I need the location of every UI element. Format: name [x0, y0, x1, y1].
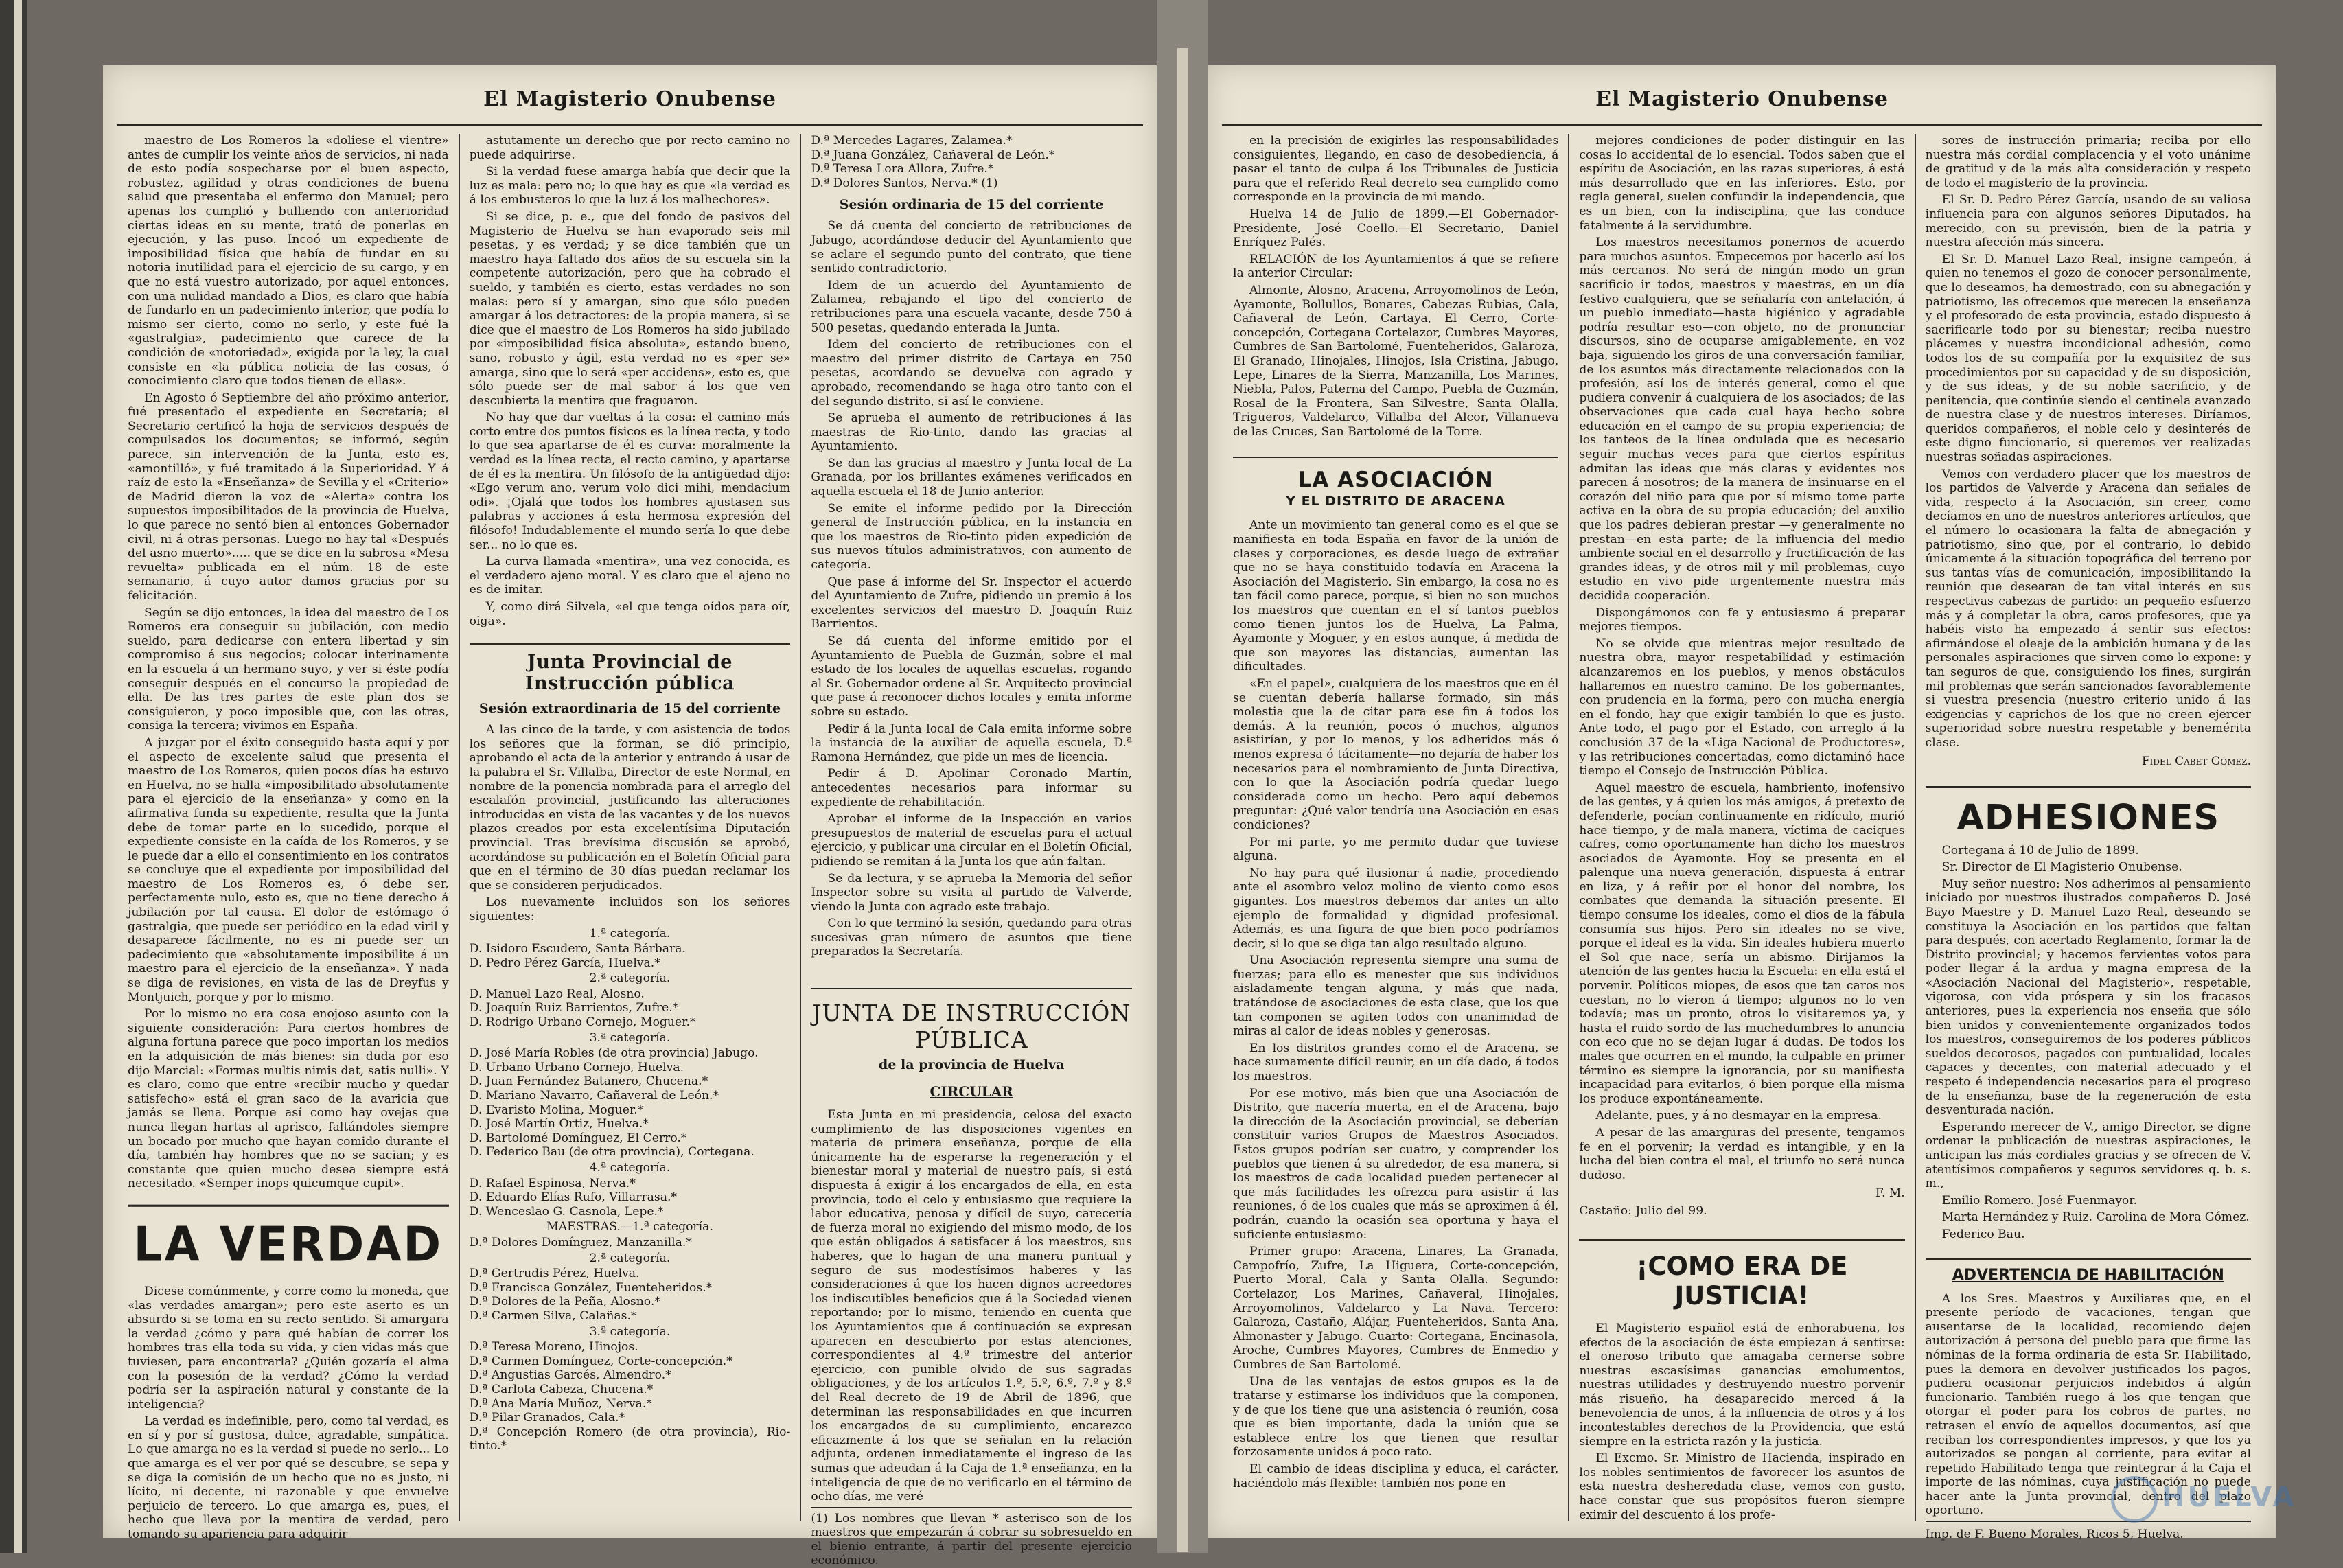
- paras: [1579, 1322, 1904, 1522]
- paragraph: en la precisión de exigirles las responsabilidades consiguientes, llegando, en caso de desobediencia, á pasar el tanto de culpa á los Tribunales de Justicia para que el referido Real decreto sea cumplido como corresponde en la provincia de mi mando.: [1233, 134, 1559, 205]
- teacher-entry: D.ª Concepción Romero (de otra provincia), Rio-tinto.*: [469, 1425, 791, 1453]
- paragraph: Los nuevamente incluidos son los señores siguientes:: [469, 895, 791, 923]
- headline-como-era-de-justicia: ¡COMO ERA DE JUSTICIA!: [1579, 1239, 1904, 1311]
- category-label: 2.ª categoría.: [589, 1251, 671, 1265]
- archive-watermark: [2111, 1473, 2297, 1521]
- teacher-entry: D.ª Pilar Granados, Cala.*: [469, 1411, 625, 1425]
- category-label: MAESTRAS.—1.ª categoría.: [546, 1220, 713, 1234]
- paragraph: Se dan las gracias al maestro y Junta local de La Granada, por los brillantes exámenes verificados en aquella escuela el 18 de Junio anterior.: [811, 456, 1133, 499]
- teacher-entry: D. Bartolomé Domínguez, El Cerro.*: [469, 1131, 687, 1145]
- teacher-entry: D.ª Dolores Domínguez, Manzanilla.*: [469, 1235, 692, 1249]
- paragraph: Esta Junta en mi presidencia, celosa del exacto cumplimiento de las disposiciones vigentes en materia de primera enseñanza, porque de ella únicamente ha de esperarse la regeneración y el bienestar moral y material de nuestro país, si está dispuesta á exigir á los encargados de ella, en esta provincia, todo el celo y entusiasmo que requiere la labor educativa, penosa y difícil de suyo, carecería de fuerza moral no exigiendo del mismo modo, de los que están obligados á satisfacer á los maestros, sus haberes, que lo hagan de una manera puntual y seguro de sus modestísimos haberes y las consideraciones á que los hacen dignos acreedores los indiscutibles beneficios que á la Sociedad vienen reportando; por lo mismo, teniendo en cuenta que los Ayuntamientos que á continuación se expresan aparecen en descubierto por estas atenciones, correspondientes al 4.º trimestre del anterior ejercicio, con punible olvido de sus sagradas obligaciones, y de los artículos 1.º, 5.º, 6.º, 7.º y 8.º del Real decreto de 19 de Abril de 1896, que determinan las responsabilidades en que incurren los encargados de su cumplimiento, encarezco eficazmente á los que se señalan en la relación adjunta, ordenen inmediatamente el ingreso de las sumas que adeudan á la Caja de 1.ª enseñanza, en la inteligencia de que de no verificarlo en el término de ocho días, me veré: [811, 1108, 1133, 1504]
- paragraph: A las cinco de la tarde, y con asistencia de todos los señores que la forman, se dió principio, aprobando el acta de la anterior y entrando á usar de la palabra el Sr. Villalba, Director de este Normal, en nombre de la ponencia nombrada para el arreglo del escalafón provincial, justificando las alteraciones introducidas en vista de las vacantes y de los nuevos plazos creados por esta excelentísima Diputación provincial. Tras brevísima discusión se aprobó, acordándose su publicación en el Boletín Oficial para que en el término de 30 días puedan reclamar los que se consideren perjudicados.: [469, 723, 791, 892]
- paragraph: Por lo mismo no era cosa enojoso asunto con la siguiente consideración: Para ciertos hombres de alguna fortuna parece que poco importan los medios en la adquisición de más bienes: sin duda por eso dijo Marcial: «Formas multis nimis dat, satis nulli». Y es claro, como que entre «recibir mucho y quedar satisfecho» está el gran saco de la avaricia que jamás se llena. Porque así como hay ovejas que nunca llegan hartas al aprisco, faltándoles siempre un bocado por mucho que hayan comido durante el día, también hay hombres que no se sacian; y es constante que quien mucho desea siempre está necesitado. «Semper inops quicumque cupit».: [128, 1007, 449, 1191]
- headline-junta-provincial: Junta Provincial de Instrucción pública: [470, 643, 791, 694]
- teacher-entry: D. Evaristo Molina, Moguer.*: [469, 1103, 644, 1117]
- paras: [470, 723, 791, 923]
- teacher-entry: D.ª Gertrudis Pérez, Huelva.: [469, 1267, 640, 1281]
- left-col-3: [800, 134, 1142, 1568]
- teacher-list: [470, 927, 791, 1453]
- paragraph: Adelante, pues, y á no desmayar en la empresa.: [1595, 1109, 1882, 1123]
- paragraph: Se aprueba el aumento de retribuciones á las maestras de Rio-tinto, dando las gracias al Ayuntamiento.: [811, 411, 1133, 454]
- paragraph: A los Sres. Maestros y Auxiliares que, en el presente período de vacaciones, tengan que ausentarse de la localidad, recomiendo dejen autorización á persona del pueblo para que firme las nóminas de la forma ordinaria de esta Sr. Habilitado, pues la demora en devolver justificados los pagos, pudiera ocasionar perjuicios indebidos á algún funcionario. También ruego á los que tengan que otorgar el poder para los cobros de partes, no retrasen el envío de aquellos documentos, así que reciban los correspondientes impresos, y que los ya autorizados se pongan al corriente, para evitar al repetido Habilitado tenga que reintegrar á la Caja el importe de las nóminas, cuya justificación no puede hacer ante la Junta provincial, dentro del plazo oportuno.: [1925, 1291, 2251, 1518]
- teacher-entry: D.ª Carmen Silva, Calañas.*: [469, 1308, 637, 1323]
- teacher-entry: D. José Martín Ortiz, Huelva.*: [469, 1117, 649, 1131]
- teacher-entry: D. Urbano Urbano Cornejo, Huelva.: [469, 1060, 684, 1074]
- signers: [1926, 1194, 2251, 1242]
- paras: [1926, 134, 2251, 750]
- teacher-entry: D.ª Teresa Moreno, Hinojos.: [469, 1340, 638, 1354]
- paras: [1233, 134, 1558, 439]
- paras: [470, 134, 791, 628]
- subheadline-sesion-extraordinaria: Sesión extraordinaria de 15 del corriente: [478, 701, 781, 717]
- paragraph: maestro de Los Romeros la «doliese el vientre» antes de cumplir los veinte años de servicios, ni nada de esto podía sospecharse por el buen aspecto, robustez, agilidad y otras condiciones de buena salud que presentaba el enfermo don Manuel; pero apenas los cumplió y bulliendo con anterioridad ciertas ideas en su mente, trató de ponerlas en ejecución, y las puso. Incoó un expediente de imposibilidad física que había de fundar en su notoria inutilidad para el ejercicio de su cargo, y en que no está vuestro autorizado, por aquel entonces, con una nulidad mandado a Dios, es claro que había de fundarlo en un padecimiento interior, que podía lo mismo ser cierto, como no serlo, y este fué la «gastralgia», padecimiento que carece de la condición de «notoriedad», exigida por la ley, la cual consiste en «la pública noticia de las cosas, ó conocimiento claro que todos tienen de ellas».: [128, 134, 449, 389]
- paragraph: Se emite el informe pedido por la Dirección general de Instrucción pública, en la instancia en que los maestros de Rio-tinto piden expedición de sus nuevos títulos administrativos, con aumento de categoría.: [811, 501, 1133, 573]
- right-col-3: [1915, 134, 2261, 1542]
- paragraph: Ante un movimiento tan general como es el que se manifiesta en toda España en favor de la unión de clases y corporaciones, es desde luego de extrañar que no se haya constituido todavía en Aracena la Asociación del Magisterio. Sin embargo, la cosa no es tan fácil como parece, porque, si bien no son muchos los maestros que cuentan en el sí tantos pueblos como tienen juntos los de Huelva, La Palma, Ayamonte y Moguer, y en estos aunque, á medida de que son mayores las distancias, aumentan las dificultades.: [1233, 518, 1559, 674]
- subheadline-provincia-huelva: de la provincia de Huelva: [879, 1057, 1065, 1073]
- paragraph: Almonte, Alosno, Aracena, Arroyomolinos de León, Ayamonte, Bollullos, Bonares, Cabezas Rubias, Cala, Cañaveral de León, Cartaya, El Cerro, Corte-concepción, Cortegana Cortelazor, Cumbres Mayores, Cumbres de San Bartolomé, Fuenteheridos, Galaroza, El Granado, Hinojales, Hinojos, Isla Cristina, Jabugo, Lepe, Linares de la Sierra, Manzanilla, Los Marines, Niebla, Palos, Paterna del Campo, Puebla de Guzmán, Rosal de la Frontera, San Silvestre, Santa Olalla, Trigueros, Valdelarco, Villalba del Alcor, Villanueva de las Cruces, San Bartolomé de la Torre.: [1233, 283, 1559, 439]
- paragraph: Idem de un acuerdo del Ayuntamiento de Zalamea, rebajando el tipo del concierto de retribuciones para una escuela vacante, desde 750 á 500 pesetas, quedando enterada la Junta.: [811, 278, 1133, 335]
- paras: [1926, 844, 2251, 1191]
- teacher-entry: D. Juan Fernández Batanero, Chucena.*: [469, 1074, 708, 1089]
- paragraph: La verdad es indefinible, pero, como tal verdad, es en sí y por sí gustosa, dulce, agradable, simpática. Lo que amarga no es la verdad si puede no serlo... Lo que amarga es el ver por qué se descubre, se sepa y se diga la comisión de un hecho que no es justo, ni lícito, ni decente, ni razonable y que envuelve perjuicio de tercero. Lo que amarga es, pues, el hecho que lleva por la mentira de verdad, pero tomando su apariencia para adquirir: [128, 1414, 449, 1542]
- subheadline-distrito-aracena: Y EL DISTRITO DE ARACENA: [1286, 494, 1506, 509]
- paragraph: Emilio Romero. José Fuenmayor.: [1941, 1193, 2138, 1208]
- teacher-entry: D. Joaquín Ruiz Barrientos, Zufre.*: [469, 1001, 679, 1015]
- paragraph: Muy señor nuestro: Nos adherimos al pensamiento iniciado por nuestros ilustrados compañeros D. José Bayo Maestre y D. Manuel Lazo Real, deseando se constituya la Asociación en los partidos que faltan para después, con acertado Reglamento, formar la de Distrito provincial; y hacemos fervientes votos para poder llegar á la ardua y magna empresa de la «Asociación Nacional del Magisterio», respetable, vigorosa, con vida próspera y sin los fracasos anteriores, pues la experiencia nos enseña que sólo bien unidos y convenientemente organizados todos los maestros, conseguiremos de los poderes públicos sueldos decorosos, pagados con puntualidad, locales capaces y decentes, con material adecuado y el respeto é independencia necesarios para el progreso de la enseñanza, base de la regeneración de esta desventurada nación.: [1925, 877, 2251, 1118]
- paragraph: El Excmo. Sr. Ministro de Hacienda, inspirado en los nobles sentimientos de favorecer los asuntos de esta nuestra desheredada clase, vemos con gusto, hace constar que sus propósitos fueron siempre eximir del descuento á los profe-: [1579, 1451, 1905, 1522]
- paras: [1579, 134, 1904, 1182]
- paragraph: En Agosto ó Septiembre del año próximo anterior, fué presentado el expediente en Secretaría; el Secretario certificó la hoja de servicios después de compulsados los documentos; se informó, según parece, sin intervención de la Junta, esto es, «amontilló», y fué tramitado á la Superioridad. Y á raíz de esto la «Enseñanza» de Sevilla y el «Criterio» de Madrid dieron la voz de «Alerta» contra los supuestos imposibilitados de la provincia de Huelva, lo que parece no sentó bien al entonces Gobernador civil, ni á otras personas. Luego no hay tal «Después del asno muerto»..... que se dice en la sabrosa «Mesa revuelta» publicada en el núm. 18 de este semanario, á cuyo autor damos gracias por su felicitación.: [128, 391, 449, 603]
- archive-logo-icon: [2111, 1476, 2158, 1523]
- left-col-1: [118, 134, 459, 1542]
- paragraph: Huelva 14 de Julio de 1899.—El Gobernador-Presidente, José Coello.—El Secretario, Daniel Enríquez Palés.: [1233, 207, 1559, 250]
- teacher-entry: D. Rodrigo Urbano Cornejo, Moguer.*: [469, 1015, 696, 1030]
- paragraph: Se dá cuenta del informe emitido por el Ayuntamiento de Puebla de Guzmán, sobre el mal estado de los locales de aquellas escuelas, rogando al Sr. Gobernador ordene al Sr. Arquitecto provincial que pase á reconocer dichos locales y emita informe sobre su estado.: [811, 634, 1133, 719]
- paragraph: El Sr. D. Pedro Pérez García, usando de su valiosa influencia para con algunos señores Diputados, ha merecido, con su previsión, bien de la patria y nuestra afección más sincera.: [1925, 193, 2251, 250]
- paragraph: mejores condiciones de poder distinguir en las cosas lo accidental de lo esencial. Todos saben que el espíritu de Asociación, en las razas superiores, á está más desarrollado que en las inferiores. Esto, por regla general, suelen confundir la independencia, que es un bien, con la indisciplina, que las conduce fatalmente á la servidumbre.: [1579, 134, 1905, 233]
- imprint: Imp. de F. Bueno Morales, Ricos 5, Huelva.: [1926, 1521, 2251, 1542]
- category-label: 4.ª categoría.: [589, 1161, 671, 1175]
- category-label: 1.ª categoría.: [589, 926, 671, 941]
- paragraph: Idem del concierto de retribuciones con el maestro del primer distrito de Cartaya en 750 pesetas, acordando se devuelva con agrado y aprobado, recomendando se haga otro tanto con el del segundo distrito, si así le conviene.: [811, 338, 1133, 408]
- paragraph: Que pase á informe del Sr. Inspector el acuerdo del Ayuntamiento de Zufre, pidiendo un premio á los excelentes servicios del maestro D. Joaquín Ruiz Barrientos.: [811, 575, 1133, 632]
- paragraph: Por ese motivo, más bien que una Asociación de Distrito, que nacería muerta, en el de Aracena, bajo la dirección de la Asociación provincial, se deberían constituir varios Grupos de Maestros Asociados. Estos grupos podrían ser cuatro, y comprender los pueblos que tienen á su alrededor, de esa manera, si los maestros de cada localidad pueden pertenecer al que más facilidades les ofrezca para asistir á las reuniones, ó de los cuales que más se aproximen á él, podrán, cuando la ocasión sea oportuna y haya el suficiente entusiasmo:: [1233, 1086, 1559, 1242]
- paragraph: Se da lectura, y se aprueba la Memoria del señor Inspector sobre su visita al partido de Valverde, viendo la Junta con agrado este trabajo.: [811, 871, 1133, 914]
- paras: [128, 1284, 449, 1542]
- paragraph: Con lo que terminó la sesión, quedando para otras sucesivas gran número de asuntos que tiene preparados la Secretaría.: [811, 916, 1133, 959]
- teacher-entry: D. Wenceslao G. Casnola, Lepe.*: [469, 1204, 664, 1219]
- teacher-entry: D.ª Dolores Santos, Nerva.* (1): [811, 176, 998, 190]
- paragraph: No hay que dar vueltas á la cosa: el camino más corto entre dos puntos físicos es la línea recta, y todo lo que sea apartarse de él es curva: moralmente la verdad es la línea recta, el recto camino, y apartarse de él es la mentira. Un filósofo de la antigüedad dijo: «Ego verum ano, verum volo dici mihi, mendacium odi». ¡Ojalá que todos los hombres ajustasen sus palabras y acciones á esta hermosa expresión del filósofo! Indudablemente el mundo sería lo que debe ser... no lo que es.: [469, 411, 791, 552]
- paragraph: Aquel maestro de escuela, hambriento, inofensivo de las gentes, y á quien los más amigos, á pretexto de defenderle, pocían continuamente en ridículo, murió hace tiempo, y de mala manera, víctima de caciques cafres, como oportunamente han dicho los maestros asociados de Ayamonte. Hoy se presenta en el palenque una nueva generación, dispuesta á entrar en liza, y á reñir por el honor del nombre, los combates que demanda la situación presente. El tiempo consume los ideales, como el dios de la fábula consumía sus hijos. Pero sin ideales no se vive, porque el ideal es la vida. Sin ideales hubiera muerto el Sol que nace, sería un abismo. Dirijamos la atención de las gentes hacia la Escuela: en ella está el porvenir. Políticos miopes, de esos que tan caros nos cuestan, no lo vieron á tiempo; algunos no lo ven todavía; mas un pronto, otros lo visitaremos ya, y hasta el ruido sordo de las muchedumbres lo anuncia con eco que no se dejan lugar á dudas. De todos los males que ocurren en el mundo, la culpable en primer término es siempre la ignorancia, por su manifiesta incapacidad para evitarlos, ó bien porque ella misma los produce expontáneamente.: [1579, 781, 1905, 1106]
- paragraph: Sr. Director de El Magisterio Onubense.: [1941, 860, 2182, 875]
- teacher-entry: D.ª Carmen Domínguez, Corte-concepción.*: [469, 1354, 732, 1368]
- paragraph: Si se dice, p. e., que del fondo de pasivos del Magisterio de Huelva se han evaporado seis mil pesetas, y es verdad; y se dice también que un maestro haya faltado dos años de su escuela sin la competente autorización, pero que ha cobrado el sueldo, y también es cierto, estas verdades no son malas: pero sí y amargan, sino que sólo pueden amargar á los detractores: de la propia manera, si se dice que el maestro de Los Romeros ha sido jubilado por «imposibilidad física absoluta», estando bueno, sano, robusto y ágil, esta verdad no es «per se» amarga, sino que lo será «per accidens», esto es, que sólo puede ser de mal sabor á los que ven descubierta la mentira que fraguaron.: [469, 209, 791, 408]
- left-col-2: [459, 134, 800, 1521]
- headline-circular: CIRCULAR: [930, 1083, 1013, 1100]
- teacher-entry: D.ª Juana González, Cañaveral de León.*: [811, 148, 1055, 162]
- paragraph: Pedir á D. Apolinar Coronado Martín, antecedentes necesarios para informar su expediente de rehabilitación.: [811, 767, 1133, 809]
- category-label: 3.ª categoría.: [589, 1324, 671, 1339]
- paragraph: RELACIÓN de los Ayuntamientos á que se refiere la anterior Circular:: [1233, 252, 1559, 281]
- headline-junta-instruccion: JUNTA DE INSTRUCCIÓN PÚBLICA: [812, 1000, 1131, 1054]
- teacher-entry: D. Eduardo Elías Rufo, Villarrasa.*: [469, 1190, 678, 1205]
- paragraph: Los maestros necesitamos ponernos de acuerdo para muchos asuntos. Empecemos por hacerlo así los más cercanos. No será de ningún modo un gran sacrificio ir todos, maestros y maestras, en un día festivo cualquiera, que se señalaría con antelación, á un pueblo inmediato—hasta higiénico y agradable podría resultar eso—con objeto, no de pronunciar discursos, sino de ocuparse amigablemente, en voz baja, siguiendo los giros de una conversación familiar, de los asuntos más directamente relacionados con la profesión, así los de interés general, como el que pudiera convenir á cualquiera de los asociados; de las observaciones que cada cual haya hecho sobre educación en el campo de su propia experiencia; de los tanteos de la línea ondulada que es necesario seguir muchas veces para que ciertos espíritus admitan las ideas que más claras y evidentes nos parecen á nosotros; de la manera de insinuarse en el corazón del niño para que por sí mismo tome parte activa en la obra de su propia educación; del auxilio que los padres debieran prestar —y generalmente no prestan—en esta parte; de la influencia del medio ambiente social en el desarrollo y fructificación de las grandes ideas, y de otros mil y mil problemas, cuyo estudio en vivo pide urgentemente nuestra más decidida cooperación.: [1579, 235, 1905, 603]
- paragraph: «En el papel», cualquiera de los maestros que en él se cuentan debería hallarse formado, sin más molestia que la de citar para ese fin á todos los demás. A la reunión, pocos ó muchos, algunos asistirían, y por lo menos, y los adheridos más ó menos expresa ó tácitamente—no dejaría de haber los necesarios para el nombramiento de Junta Directiva, con lo que la Asociación podría quedar luego considerada como un hecho. Pero aquí debemos preguntar: ¿Qué valor tendría una Asociación en esas condiciones?: [1233, 677, 1559, 832]
- paragraph: A pesar de las amarguras del presente, tengamos fe en el porvenir; la verdad es intangible, y en la lucha del bien contra el mal, el triunfo no será nunca dudoso.: [1579, 1125, 1905, 1182]
- left-page: [103, 65, 1157, 1568]
- paragraph: Marta Hernández y Ruiz. Carolina de Mora Gómez.: [1941, 1210, 2250, 1225]
- binding-edge: [0, 0, 27, 1553]
- teacher-entry: D.ª Teresa Lora Allora, Zufre.*: [811, 162, 994, 176]
- teacher-entry: D.ª Carlota Cabeza, Chucena.*: [469, 1382, 654, 1396]
- signature-fm: F. M.: [1875, 1186, 1905, 1201]
- paragraph: Se dá cuenta del concierto de retribuciones de Jabugo, acordándose deducir del Ayuntamiento que se aclare el segundo punto del contrato, que tiene sentido contradictorio.: [811, 219, 1133, 276]
- teacher-entry: D. Isidoro Escudero, Santa Bárbara.: [469, 942, 686, 956]
- dateline: Castaño: Julio del 99.: [1579, 1204, 1707, 1219]
- paragraph: Si la verdad fuese amarga había que decir que la luz es mala: pero no; lo que hay es que «la verdad es á los embusteros lo que la luz á los malhechores».: [469, 165, 791, 207]
- paragraph: Pedir á la Junta local de Cala emita informe sobre la instancia de la auxiliar de aquella escuela, D.ª Ramona Hernández, que pide un mes de licencia.: [811, 722, 1133, 764]
- paragraph: Vemos con verdadero placer que los maestros de los partidos de Valverde y Aracena dan señales de vida, respecto á la Asociación, sin creer, como decíamos en uno de nuestros anteriores artículos, que el número lo ocasionara la falta de abnegación y patriotismo, sino que, por el contrario, lo debido únicamente á la situación topográfica del terreno por sus tantas vías de comunicación, imposibilitando la reunión que desearan de tan vital interés en sus respectivas cabezas de partido: un pequeño esfuerzo más y á completar la obra, caros profesores, que ya habéis visto ha empezado á sentir sus efectos: afirmándose el oleaje de la ambición humana y de las personales aspiraciones que sirven como lo expone: y tan seguros de que, consiguiendo los fines, surgirán mil problemas que serán sancionados favorablemente si vuestra presencia (nuestro criterio unido á las exigencias y caprichos de los que no creen ejercer superioridad sobre nuestra respetable y benemérita clase.: [1925, 467, 2251, 750]
- masthead-right: El Magisterio Onubense: [1595, 87, 1889, 111]
- paras: [1233, 518, 1558, 1490]
- paragraph: sores de instrucción primaria; reciba por ello nuestra más cordial complacencia y el voto unánime de gratitud y de la más alta consideración y respeto de todo el magisterio de la provincia.: [1925, 134, 2251, 190]
- teacher-list-cont: [811, 134, 1132, 190]
- teacher-entry: D.ª Mercedes Lagares, Zalamea.*: [811, 134, 1013, 148]
- teacher-entry: D.ª Ana María Muñoz, Nerva.*: [469, 1396, 652, 1411]
- right-page: [1208, 65, 2297, 1542]
- headline-adhesiones: ADHESIONES: [1926, 786, 2251, 838]
- teacher-entry: D. Pedro Pérez García, Huelva.*: [469, 956, 660, 970]
- paragraph: astutamente un derecho que por recto camino no puede adquirirse.: [469, 134, 791, 162]
- right-col-2: [1568, 134, 1914, 1521]
- teacher-entry: D. José María Robles (de otra provincia) Jabugo.: [469, 1046, 759, 1061]
- subheadline-sesion-ordinaria: Sesión ordinaria de 15 del corriente: [839, 197, 1104, 213]
- paragraph: Una Asociación representa siempre una suma de fuerzas; para ello es menester que sus individuos aisladamente tengan alguna, y más que nada, tratándose de asociaciones de esta clase, que los que tan componen se agiten todos con unanimidad de miras al calor de ideas nobles y generosas.: [1233, 954, 1559, 1039]
- paragraph: A juzgar por el éxito conseguido hasta aquí y por el aspecto de excelente salud que presenta el maestro de Los Romeros, quien pocos días ha estuvo en Huelva, no se halla «imposibilitado absolutamente para el ejercicio de la enseñanza» y como en la afirmativa funda su expediente, resulta que la Junta debe de tomar parte en lo sucedido, porque el expediente consiste en la caída de los Romeros, y se le puede dar a ello el consentimiento en los contratos se concluye que el expediente por imposibilidad del maestro de Los Romeros es, ó debe ser, perfectamente nulo, esto es, que no tiene derecho á jubilación por tal causa. El dolor de estómago ó gastralgia, que puede ser periódico en la edad viril y desaparece fácilmente, no es ni puede ser un padecimiento que «absolutamente imposibilite á un maestro para el ejercicio de la enseñanza». Y nada se diga de revisiones, en vista de las de Dreyfus y Montjuich, porque y por lo mismo.: [128, 735, 449, 1004]
- paragraph: Aprobar el informe de la Inspección en varios presupuestos de material de escuelas para el actual ejercicio, y publicar una circular en el Boletín Oficial, pidiendo se remitan á la Junta los que aún faltan.: [811, 812, 1133, 868]
- paragraph: Dicese comúnmente, y corre como la moneda, que «las verdades amargan»; pero este aserto es un absurdo si se toma en su recto sentido. Si amargara la verdad ¿cómo y para qué habían de correr los hombres tras ella toda su vida, y cien vidas más que tuviesen, para encontrarla? ¿Quién gozaría el alma con la posesión de la verdad? ¿Cómo la verdad podría ser la aspiración natural y constante de la inteligencia?: [128, 1284, 449, 1411]
- teacher-entry: D.ª Angustias Garcés, Almendro.*: [469, 1368, 671, 1383]
- teacher-entry: D. Mariano Navarro, Cañaveral de León.*: [469, 1089, 719, 1103]
- paragraph: Por mi parte, yo me permito dudar que tuviese alguna.: [1233, 835, 1559, 864]
- masthead-left: El Magisterio Onubense: [483, 87, 776, 111]
- center-gutter: [1157, 0, 1208, 1553]
- teacher-entry: D. Manuel Lazo Real, Alosno.: [469, 987, 645, 1001]
- paragraph: No se olvide que mientras mejor resultado de nuestra obra, mayor respetabilidad y estimación alcanzaremos en los pueblos, y menos obstáculos hallaremos en nuestro camino. De los gobernantes, con prudencia en la forma, pero con mucha energía en el fondo, hay que exigir también lo que es justo. Ante todo, el pago por el Estado, con arreglo á la conclusión 37 de la «Liga Nacional de Productores», y las retribuciones concertadas, como dictaminó hace tiempo el Consejo de Instrucción Pública.: [1579, 636, 1905, 779]
- teacher-entry: D.ª Dolores de la Peña, Alosno.*: [469, 1295, 660, 1309]
- paragraph: Cortegana á 10 de Julio de 1899.: [1941, 843, 2139, 857]
- paragraph: En los distritos grandes como el de Aracena, se hace sumamente difícil reunir, en un día dado, á todos los maestros.: [1233, 1041, 1559, 1084]
- teacher-entry: D. Federico Bau (de otra provincia), Cortegana.: [469, 1145, 754, 1160]
- paragraph: Y, como dirá Silvela, «el que tenga oídos para oír, oiga».: [469, 600, 791, 628]
- paragraph: La curva llamada «mentira», una vez conocida, es el verdadero ajeno moral. Y es claro que el ajeno no es de imitar.: [469, 555, 791, 597]
- paragraph: Una de las ventajas de estos grupos es la de tratarse y estimarse los individuos que la componen, y de que los tiene que una asistencia ó reunión, cosa que es bien importante, dada la unión que se establece entre los que tienen que resultar forzosamente unidos á poco rato.: [1233, 1374, 1559, 1460]
- headline-la-verdad: LA VERDAD: [128, 1205, 449, 1273]
- paragraph: No hay para qué ilusionar á nadie, procediendo ante el asombro veloz molino de viento como esos gigantes. Los maestros debemos dar antes un alto ejemplo de formalidad y dignidad profesional. Además, es una figura de que bien poco podríamos decir, si lo que se diga tan algo resultado alguno.: [1233, 866, 1559, 951]
- headline-advertencia: ADVERTENCIA DE HABILITACIÓN: [1926, 1258, 2251, 1284]
- paragraph: Esperando merecer de V., amigo Director, se digne ordenar la publicación de nuestras aspiraciones, le anticipan las más cordiales gracias y se ofrecen de V. atentísimos compañeros y seguros servidores q. b. s. m.,: [1925, 1120, 2251, 1191]
- teacher-entry: D. Rafael Espinosa, Nerva.*: [469, 1176, 636, 1190]
- watermark-text: HUELVA: [2162, 1481, 2297, 1513]
- paragraph: El Magisterio español está de enhorabuena, los efectos de la asociación de éste empiezan á sentirse: el oneroso tributo que amagaba cernerse sobre nuestras escasísimas ganancias emolumentos, nuestras utilidades y destruyendo nuestro porvenir más risueño, ha desaparecido merced á la benevolencia de unos, á la influencia de otros y á los incontestables derechos de la Providencia, que está siempre en la estricta razón y la justicia.: [1579, 1321, 1905, 1449]
- paragraph: Primer grupo: Aracena, Linares, La Granada, Campofrío, Zufre, La Higuera, Corte-concepción, Puerto Moral, Cala y Santa Olalla. Segundo: Cortelazor, Los Marines, Cañaveral, Hinojales, Arroyomolinos, Valdelarco y La Nava. Tercero: Galaroza, Castaño, Alájar, Fuenteheridos, Santa Ana, Almonaster y Jabugo. Cuarto: Cortegana, Encinasola, Aroche, Cumbres Mayores, Cumbres de Enmedio y Cumbres de San Bartolomé.: [1233, 1245, 1559, 1372]
- paragraph: Según se dijo entonces, la idea del maestro de Los Romeros era conseguir su jubilación, con medio sueldo, para dedicarse con entera libertad y sin compromiso á sus negocios; colocar interinamente en la escuela á un hermano suyo, y ver si éste podía conseguir después en el concurso la propiedad de ella. De las tres partes de este plan dos se consiguieron, y poco imposible que, con las otras, consiga la tercera; vivimos en España.: [128, 606, 449, 733]
- paragraph: El Sr. D. Manuel Lazo Real, insigne campeón, á quien no tenemos el gozo de conocer personalmente, que lo deseamos, ha demostrado, con su abnegación y patriotismo, las ofrecemos que merecen la enseñanza y el profesorado de esta provincia, estado dispuesto á sacrificarle todo por su bienestar; reciba nuestro plácemes y nuestra incondicional adhesión, como todos los de su compañía por la exquisitez de sus procedimientos por su capacidad y de su disposición, y de sus ideas, y de su noble sacrificio, y de penitencia, que continúe siendo el centinela avanzado de nuestra clase y de nuestros intereses. Diríamos, queridos compañeros, el noble celo y desinterés de este digno funcionario, si queremos ver realizadas nuestras soñadas aspiraciones.: [1925, 252, 2251, 465]
- right-col-1: [1223, 134, 1568, 1521]
- category-label: 2.ª categoría.: [589, 971, 671, 986]
- paras: [811, 1108, 1132, 1504]
- paras: [811, 219, 1132, 959]
- paragraph: Dispongámonos con fe y entusiasmo á preparar mejores tiempos.: [1579, 606, 1905, 634]
- category-label: 3.ª categoría.: [589, 1030, 671, 1045]
- signature-fidel: Fidel Cabet Gómez.: [2141, 754, 2251, 768]
- teacher-entry: D.ª Francisca González, Fuenteheridos.*: [469, 1280, 713, 1295]
- paragraph: Federico Bau.: [1941, 1227, 2025, 1241]
- paragraph: El cambio de ideas disciplina y educa, el carácter, haciéndolo más flexible: también nos pone en: [1233, 1462, 1559, 1490]
- headline-la-asociacion: LA ASOCIACIÓN: [1233, 457, 1558, 492]
- footnote: (1) Los nombres que llevan * asterisco son de los maestros que empezarán á cobrar su sobresueldo en el bienio entrante, á partir del presente ejercicio económico.: [811, 1507, 1132, 1568]
- paras: [128, 134, 449, 1191]
